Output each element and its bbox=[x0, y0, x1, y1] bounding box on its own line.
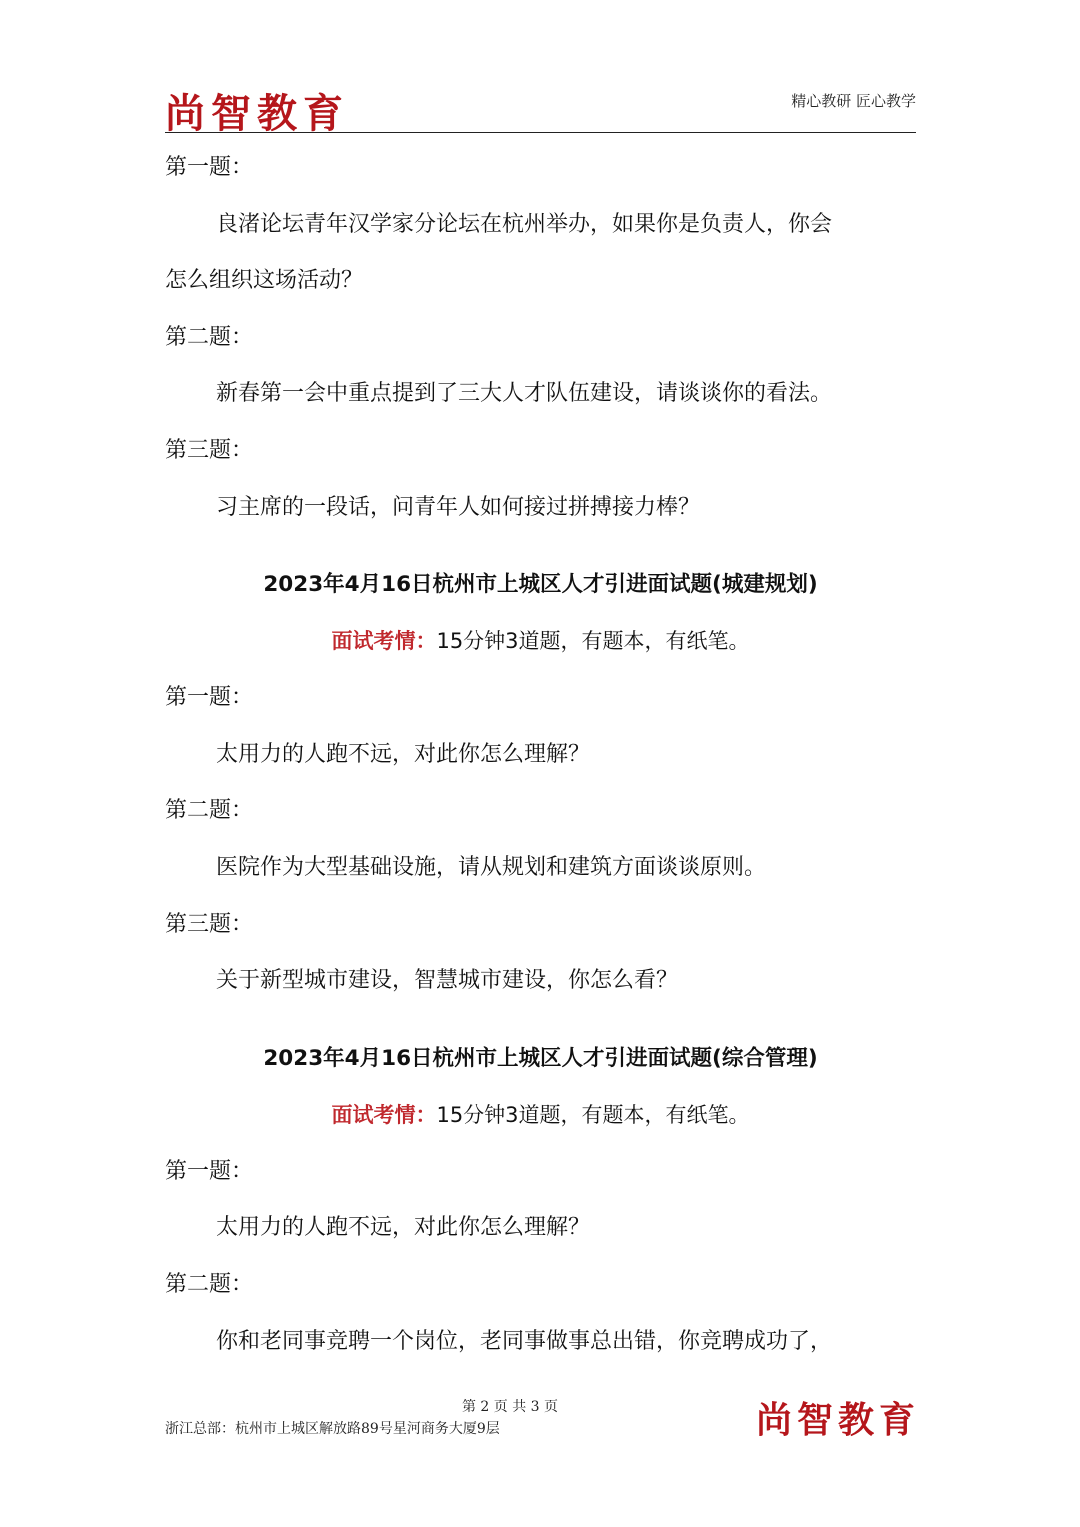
question-text: 良渚论坛青年汉学家分论坛在杭州举办，如果你是负责人，你会 bbox=[216, 211, 833, 237]
section-title: 2023年4月16日杭州市上城区人才引进面试题(综合管理) bbox=[263, 1045, 818, 1071]
exam-info bbox=[165, 1087, 916, 1144]
question-label: 第二题： bbox=[165, 324, 254, 350]
exam-info-text: 15分钟3道题，有题本，有纸笔。 bbox=[436, 629, 750, 654]
footer-address: 浙江总部：杭州市上城区解放路89号星河商务大厦9层 bbox=[165, 1421, 500, 1437]
question-label: 第三题： bbox=[165, 437, 254, 463]
question-text: 习主席的一段话，问青年人如何接过拼搏接力棒？ bbox=[216, 494, 701, 520]
question-text-continued: 怎么组织这场活动？ bbox=[165, 268, 364, 294]
question-text: 关于新型城市建设，智慧城市建设，你怎么看？ bbox=[216, 968, 679, 994]
question-label: 第三题： bbox=[165, 911, 254, 937]
exam-info-text: 15分钟3道题，有题本，有纸笔。 bbox=[436, 1102, 750, 1127]
document-body bbox=[165, 140, 916, 1370]
question-text: 医院作为大型基础设施，请从规划和建筑方面谈谈原则。 bbox=[216, 854, 767, 880]
brand-logo: 尚智教育 bbox=[165, 90, 349, 137]
section-spacer bbox=[165, 536, 916, 556]
section-title: 2023年4月16日杭州市上城区人才引进面试题(城建规划) bbox=[263, 572, 818, 598]
question-text: 新春第一会中重点提到了三大人才队伍建设，请谈谈你的看法。 bbox=[216, 381, 833, 407]
question-text: 太用力的人跑不远，对此你怎么理解？ bbox=[216, 1215, 591, 1241]
question-text: 你和老同事竞聘一个岗位，老同事做事总出错，你竞聘成功了， bbox=[216, 1328, 833, 1354]
footer-brand-logo: 尚智教育 bbox=[756, 1399, 921, 1441]
question-label: 第一题： bbox=[165, 155, 254, 180]
question-label: 第一题： bbox=[165, 685, 254, 711]
exam-info bbox=[165, 613, 916, 670]
page-header bbox=[165, 78, 916, 137]
exam-info-label: 面试考情： bbox=[331, 629, 437, 654]
question-label: 第一题： bbox=[165, 1158, 254, 1184]
question-label: 第二题： bbox=[165, 798, 254, 824]
question-text: 太用力的人跑不远，对此你怎么理解？ bbox=[216, 741, 591, 767]
section-spacer bbox=[165, 1010, 916, 1030]
page-number: 第 2 页 共 3 页 bbox=[461, 1399, 559, 1415]
header-slogan: 精心教研 匠心教学 bbox=[791, 92, 916, 110]
exam-info-label: 面试考情： bbox=[331, 1102, 437, 1127]
question-label: 第二题： bbox=[165, 1271, 254, 1297]
